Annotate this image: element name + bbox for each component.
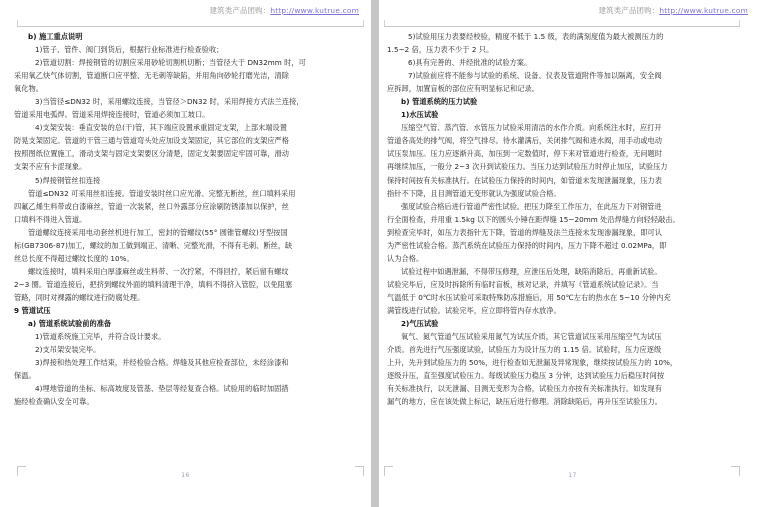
text-line: 应拆卸，加置盲板的部位应有明显标记和记录。 xyxy=(387,84,539,94)
text-line: 2)管道切割：焊接钢管的切割应采用砂轮切割机切断；当管径大于 DN32mm 时，可 xyxy=(35,58,306,68)
page-left xyxy=(0,0,371,507)
text-line: 保温。 xyxy=(14,371,36,381)
text-line: 认为合格。 xyxy=(387,253,424,263)
text-line: 管道≤DN32 可采用丝扣连接。管道安装时丝口应光滑、完整无断丝，丝口填料采用 xyxy=(28,188,296,198)
text-line: 按照图纸位置施工，滑动支架与固定支架要区分清楚，固定支架要固定牢固可靠，滑动 xyxy=(14,149,290,159)
text-line: 管道螺纹连接采用电动套丝机进行加工，密封的管螺纹(55° 圆锥管螺纹)牙型按国 xyxy=(28,227,288,237)
text-line: a) 管道系统试验前的准备 xyxy=(28,319,112,329)
text-line: 1)管子、管件、阀门到货后，根据行业标准进行检查验收； xyxy=(35,45,224,55)
page-header-right xyxy=(379,0,760,30)
text-line: 1)管道系统施工完毕，并符合设计要求。 xyxy=(35,332,166,342)
text-line: 3)焊接和热处理工作结束，并经检验合格。焊缝及其他应检查部位，未经涂漆和 xyxy=(35,358,289,368)
header-label: 建筑类产品团购： xyxy=(598,6,660,15)
text-line: 标(GB7306-87)加工，螺纹的加工做到端正、清晰、完整光滑，不得有毛刺、断丝，缺 xyxy=(14,240,293,250)
text-line: 采用氧乙炔气体切割，管道断口应平整、无毛刺等缺陷，并用角向砂轮打磨光洁，清除 xyxy=(14,71,290,81)
text-line: 指针不下降，且目测管道无变形就认为强度试验合格。 xyxy=(387,188,561,198)
page-number-right: 17 xyxy=(568,472,577,479)
page-right xyxy=(379,0,760,507)
text-line: 防晃支架固定。管道的干管三通与管道弯头处应加设支架固定，其它部位的支架应严格 xyxy=(14,136,290,146)
text-line: 强度试验合格后进行管道严密性试验。把压力降至工作压力，在此压力下对钢管进 xyxy=(401,201,662,211)
text-line: 6)具有完善的、并经批准的试验方案。 xyxy=(408,58,532,68)
page-number-left: 16 xyxy=(181,472,190,479)
text-line: 再继续加压，一般分 2~3 次升到试验压力。当压力达到试验压力时停止加压，试验压力 xyxy=(387,162,668,172)
text-line: 管道各高处的排气阀，将空气排尽。待水灌满后，关闭排气阀和进水阀，用手动或电动 xyxy=(387,136,663,146)
text-line: 施经检查确认安全可靠。 xyxy=(14,397,94,407)
header-text-right xyxy=(399,6,748,16)
crop-mark-bottom-left xyxy=(384,466,393,476)
text-line: 2~3 圈。管道连接后，把挤到螺纹外面的填料清理干净，填料不得挤入管腔，以免阻塞 xyxy=(14,279,293,289)
crop-mark-bottom-right xyxy=(355,466,364,476)
text-line: 试压泵加压。压力应逐渐升高，加压到一定数值时，停下来对管道进行检查，无问题时 xyxy=(387,149,663,159)
text-line: 试验完毕后，应及时拆除所有临时盲板，核对记录，并填写《管道系统试验记录》。当 xyxy=(387,279,659,289)
text-line: 保持时间按有关标准执行。在试验压力保持的时间内，如管道未发现泄漏现象，压力表 xyxy=(387,175,663,185)
page-header-left xyxy=(0,0,371,30)
page-body-left xyxy=(14,30,359,452)
crop-mark-bottom-left xyxy=(17,466,26,476)
header-url-link[interactable]: http://www.kutrue.com xyxy=(659,6,748,15)
text-line: 2)支吊架安装完毕。 xyxy=(35,345,101,355)
text-line: 有关标准执行，以无泄漏、目测无变形为合格，试验压力亦按有关标准执行。如发现有 xyxy=(387,384,663,394)
header-divider-right xyxy=(384,20,740,27)
text-line: 行全面检查，并用重 1.5kg 以下的圆头小锤在距焊缝 15~20mm 处沿焊缝方向轻轻敲击。 xyxy=(387,214,680,224)
text-line: 逐级升压，直至强度试验压力。每级试验压力稳压 3 分钟，达到试验压力后稳压时间按 xyxy=(387,371,665,381)
text-line: b) 施工重点说明 xyxy=(28,32,83,41)
header-divider-left xyxy=(17,20,364,27)
text-line: 上升，先升到试验压力的 50%，进行检查如无泄漏及异常现象，继续按试验压力的 10%， xyxy=(387,358,678,368)
text-line: 4)埋地管道的坐标、标高坡度及管基、垫层等经复查合格。试验用的临时加固措 xyxy=(35,384,289,394)
text-line: 压缩空气管、蒸汽管、水管压力试验采用清洁的水作介质。向系统注水时，应打开 xyxy=(401,123,662,133)
text-line: 7)试验前应将不能参与试验的系统、设备、仪表及管道附件等加以隔离，安全阀 xyxy=(408,71,662,81)
text-line: 试验过程中如遇泄漏，不得带压修理，应泄压后处理，缺陷消除后，再重新试验。 xyxy=(401,266,662,276)
text-line: 2)气压试验 xyxy=(401,319,439,329)
text-line: 气温低于 0℃时水压试验可采取特殊防冻措施后，用 50℃左右的热水在 5~10 分钟内充 xyxy=(387,292,671,302)
text-line: 管道采用电弧焊。管道采用焊接连接时，管道必须加工坡口。 xyxy=(14,110,210,120)
text-line: 口填料不得进入管道。 xyxy=(14,214,87,224)
text-line: 满管线进行试验。试验完毕，应立即将管内存水放净。 xyxy=(387,305,561,315)
text-line: 螺纹连接时，填料采用白厚漆麻丝或生料带、一次拧紧，不得回拧，紧后留有螺纹 xyxy=(28,266,289,276)
text-line: 介质。首先进行气压强度试验，试验压力为设计压力的 1.15 倍。试验时，压力应逐级 xyxy=(387,345,662,355)
text-line: 5)试验用压力表要经校验，精度不低于 1.5 级，表的满刻度值为最大被测压力的 xyxy=(408,32,664,41)
text-line: 为严密性试验合格。蒸汽系统在试验压力保持的时间内，压力下降不超过 0.02MPa，即 xyxy=(387,240,667,250)
text-line: 到检查完毕时，如压力表指针无下降，管道的焊缝及法兰连接未发现渗漏现象，即可认 xyxy=(387,227,663,237)
text-line: 丝总长度不得超过螺纹长度的 10%。 xyxy=(14,253,134,263)
text-line: 漏气的地方，应在该处做上标记，缺压后进行修理。消除缺陷后，再升压至试验压力。 xyxy=(387,397,663,407)
page-footer-left xyxy=(0,452,371,507)
crop-mark-bottom-right xyxy=(731,466,740,476)
text-line: 管路，同时对裸露的螺纹进行防腐处理。 xyxy=(14,292,145,302)
text-line: 3)当管径≤DN32 时，采用螺纹连接，当管径＞DN32 时，采用焊接方式法兰连接， xyxy=(35,97,304,107)
text-line: 9 管道试压 xyxy=(14,305,51,315)
text-line: 支架不应有卡涩现象。 xyxy=(14,162,87,172)
text-line: 4)支架安装：垂直安装的总(干)管，其下端应设置承重固定支架，上部末端设置 xyxy=(35,123,288,133)
page-body-right xyxy=(387,30,744,452)
header-label: 建筑类产品团购： xyxy=(209,6,271,15)
header-text-left xyxy=(20,6,359,16)
text-line: 1.5~2 倍，压力表不少于 2 只。 xyxy=(387,45,494,55)
header-url-link[interactable]: http://www.kutrue.com xyxy=(270,6,359,15)
text-line: 1)水压试验 xyxy=(401,110,439,120)
text-line: b) 管道系统的压力试验 xyxy=(401,97,478,107)
text-line: 氧气、氮气管道气压试验采用氮气为试压介质，其它管道试压采用压缩空气为试压 xyxy=(401,332,662,342)
text-line: 四氟乙烯生料带或白漆麻丝，管道一次装紧，丝口外露部分应涂刷防锈漆加以保护，丝 xyxy=(14,201,290,211)
text-line: 5)焊接钢管丝扣连接 xyxy=(35,175,101,185)
text-line: 氧化物。 xyxy=(14,84,43,94)
page-gutter-divider xyxy=(371,0,379,507)
page-footer-right xyxy=(379,452,760,507)
